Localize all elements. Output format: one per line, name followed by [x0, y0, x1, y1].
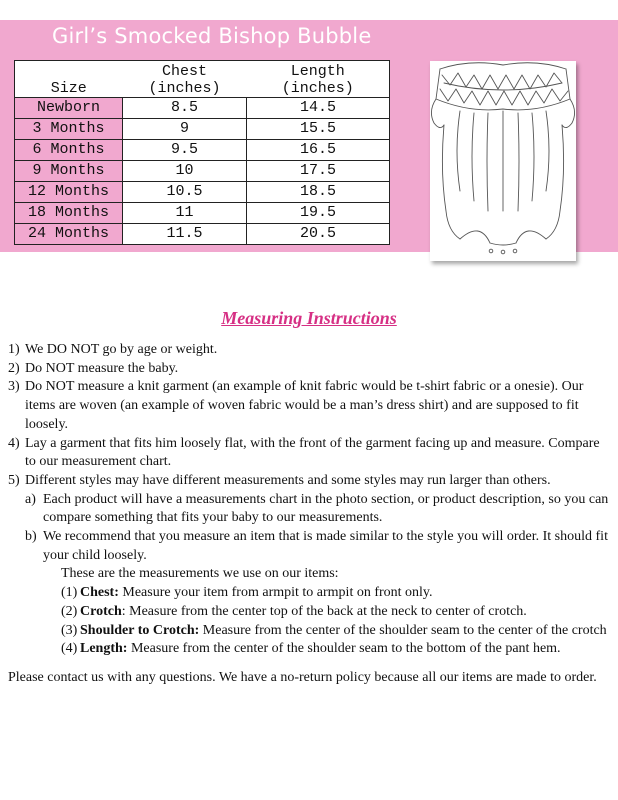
table-row: [15, 224, 390, 245]
header-chest: Chest (inches): [123, 61, 247, 98]
size-cell: 24 Months: [15, 224, 123, 245]
list-item: 2) Do NOT measure the baby.: [8, 360, 179, 376]
size-cell: 9 Months: [15, 161, 123, 182]
chest-cell: 8.5: [123, 98, 247, 119]
bubble-garment-drawing: [430, 61, 576, 261]
length-cell: 14.5: [247, 98, 390, 119]
chest-cell: 9: [123, 119, 247, 140]
length-cell: 15.5: [247, 119, 390, 140]
size-cell: 3 Months: [15, 119, 123, 140]
measurement-item: (3) Shoulder to Crotch: Measure from the center of the shoulder seam to the center of the crotch: [61, 622, 607, 638]
contact-note: Please contact us with any questions. We have a no-return policy because all our items are made to order.: [8, 669, 597, 685]
product-title: Girl’s Smocked Bishop Bubble: [52, 24, 372, 48]
measurements-intro: These are the measurements we use on our items:: [61, 566, 339, 582]
chest-cell: 10: [123, 161, 247, 182]
measurement-item: (2) Crotch: Measure from the center top of the back at the neck to center of crotch.: [61, 603, 527, 619]
size-cell: Newborn: [15, 98, 123, 119]
table-row: [15, 119, 390, 140]
length-cell: 16.5: [247, 140, 390, 161]
table-row: [15, 182, 390, 203]
chest-cell: 9.5: [123, 140, 247, 161]
instructions-heading: Measuring Instructions: [221, 308, 397, 328]
chest-cell: 10.5: [123, 182, 247, 203]
sub-list-item: a) Each product will have a measurements chart in the photo section, or product description, so you can compare something that fits your baby to our measurements.: [25, 491, 609, 526]
header-length: Length (inches): [247, 61, 390, 98]
size-cell: 18 Months: [15, 203, 123, 224]
list-item: 3) Do NOT measure a knit garment (an example of knit fabric would be t-shirt fabric or a onesie). Our items are woven (an example of woven fabric would be a man’s dress shirt) and are supposed to fit loosely.: [8, 379, 584, 432]
size-cell: 6 Months: [15, 140, 123, 161]
header-size: Size: [15, 61, 123, 98]
length-cell: 17.5: [247, 161, 390, 182]
size-cell: 12 Months: [15, 182, 123, 203]
table-row: [15, 161, 390, 182]
header-banner: [0, 20, 618, 252]
measurement-item: (1) Chest: Measure your item from armpit to armpit on front only.: [61, 585, 433, 601]
list-item: 1) We DO NOT go by age or weight.: [8, 342, 218, 357]
garment-sketch-image: [430, 61, 576, 261]
table-row: [15, 98, 390, 119]
sub-list-item: b) We recommend that you measure an item that is made similar to the style you will order. It should fit your child loosely.: [25, 529, 608, 563]
length-cell: 19.5: [247, 203, 390, 224]
chest-cell: 11.5: [123, 224, 247, 245]
instructions-body: [8, 341, 612, 688]
chest-cell: 11: [123, 203, 247, 224]
table-row: [15, 203, 390, 224]
table-row: [15, 140, 390, 161]
length-cell: 20.5: [247, 224, 390, 245]
list-item: 4) Lay a garment that fits him loosely flat, with the front of the garment facing up and measure. Compare to our measurement chart.: [8, 435, 600, 470]
length-cell: 18.5: [247, 182, 390, 203]
measurement-item: (4) Length: Measure from the center of the shoulder seam to the bottom of the pant hem.: [61, 641, 561, 657]
list-item: 5) Different styles may have different measurements and some styles may run larger than others.: [8, 472, 551, 488]
size-chart-header-row: [15, 61, 390, 98]
size-chart-table: [14, 60, 390, 245]
